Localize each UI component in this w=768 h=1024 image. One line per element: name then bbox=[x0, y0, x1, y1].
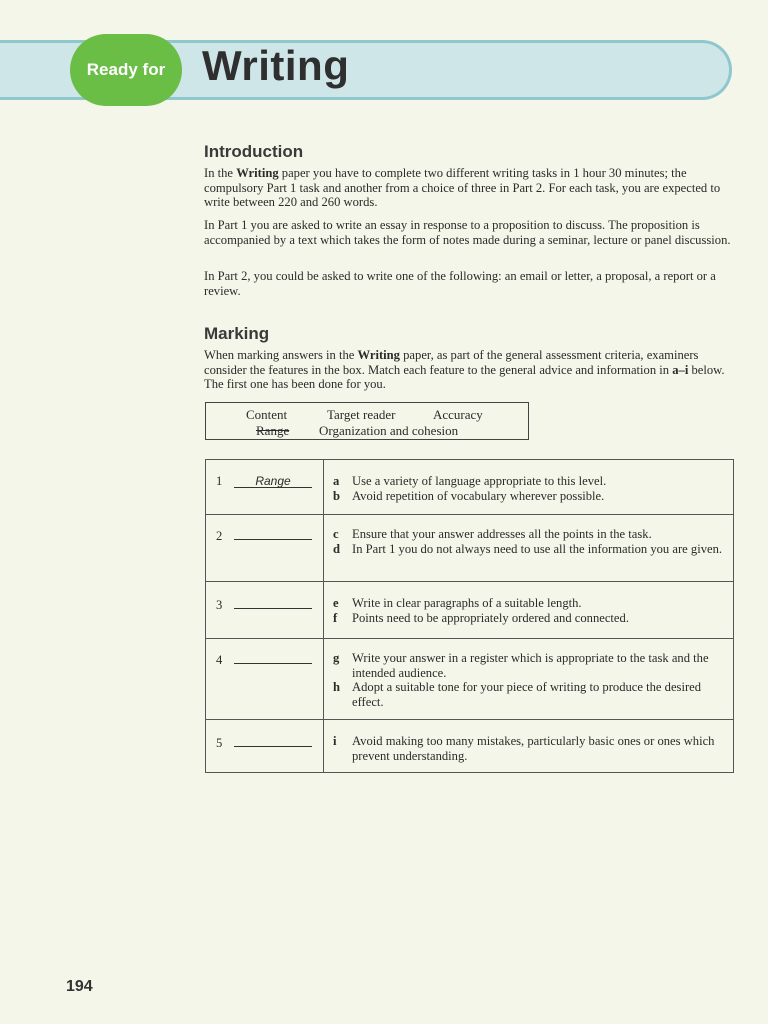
row-number: 2 bbox=[216, 529, 223, 543]
answer-field[interactable]: Range bbox=[234, 475, 312, 488]
badge-label: Ready for bbox=[86, 60, 166, 79]
table-row bbox=[206, 582, 734, 639]
matching-table bbox=[205, 459, 734, 773]
answer-field[interactable] bbox=[234, 527, 312, 540]
page-title: Writing bbox=[202, 42, 350, 89]
row-number: 5 bbox=[216, 736, 223, 750]
advice-item: c Ensure that your answer addresses all the points in the task. bbox=[333, 527, 652, 541]
row-number: 4 bbox=[216, 653, 223, 667]
page-number: 194 bbox=[66, 978, 93, 995]
advice-item: f Points need to be appropriately ordered and connected. bbox=[333, 610, 629, 625]
feature-range-crossed: Range bbox=[256, 423, 290, 438]
introduction-heading: Introduction bbox=[204, 142, 304, 161]
advice-item: e Write in clear paragraphs of a suitable length. bbox=[333, 596, 582, 610]
advice-item: a Use a variety of language appropriate to this level. bbox=[333, 474, 607, 488]
marking-paragraph: When marking answers in the Writing paper, as part of the general assessment criteria, examiners consider the features in the box. Match each feature to the general advice and information in a–i below. The first one has been done for you. bbox=[204, 348, 725, 391]
feature-target-reader: Target reader bbox=[327, 407, 396, 422]
marking-heading: Marking bbox=[204, 324, 270, 343]
answer-field[interactable] bbox=[234, 734, 312, 747]
row-number: 3 bbox=[216, 598, 223, 612]
feature-accuracy: Accuracy bbox=[433, 407, 483, 422]
answer-field[interactable] bbox=[234, 596, 312, 609]
feature-organization: Organization and cohesion bbox=[319, 423, 459, 438]
ready-for-badge bbox=[70, 34, 182, 106]
introduction-paragraph-1: In the Writing paper you have to complete two different writing tasks in 1 hour 30 minutes; the compulsory Part 1 task and another from a choice of three in Part 2. For each task, you are expected to write between 220 and 260 words. bbox=[204, 166, 721, 209]
advice-item: d In Part 1 you do not always need to use all the information you are given. bbox=[333, 541, 723, 556]
table-row bbox=[206, 639, 734, 720]
introduction-paragraph-2: In Part 1 you are asked to write an essay in response to a proposition to discuss. The proposition is accompanied by a text which takes the form of notes made during a seminar, lecture or panel discussion. bbox=[204, 218, 731, 247]
table-row bbox=[206, 515, 734, 582]
features-box bbox=[205, 402, 529, 440]
feature-content: Content bbox=[246, 407, 288, 422]
answer-field[interactable] bbox=[234, 651, 312, 664]
advice-item: i Avoid making too many mistakes, particularly basic ones or ones which prevent understanding. bbox=[333, 734, 715, 763]
advice-item: g Write your answer in a register which is appropriate to the task and the intended audience. bbox=[333, 651, 709, 680]
advice-item: b Avoid repetition of vocabulary wherever possible. bbox=[333, 488, 605, 503]
table-row bbox=[206, 460, 734, 515]
introduction-paragraph-3: In Part 2, you could be asked to write one of the following: an email or letter, a proposal, a report or a review. bbox=[204, 269, 716, 298]
table-row bbox=[206, 720, 734, 773]
row-number: 1 bbox=[216, 474, 223, 488]
advice-item: h Adopt a suitable tone for your piece of writing to produce the desired effect. bbox=[333, 680, 702, 709]
